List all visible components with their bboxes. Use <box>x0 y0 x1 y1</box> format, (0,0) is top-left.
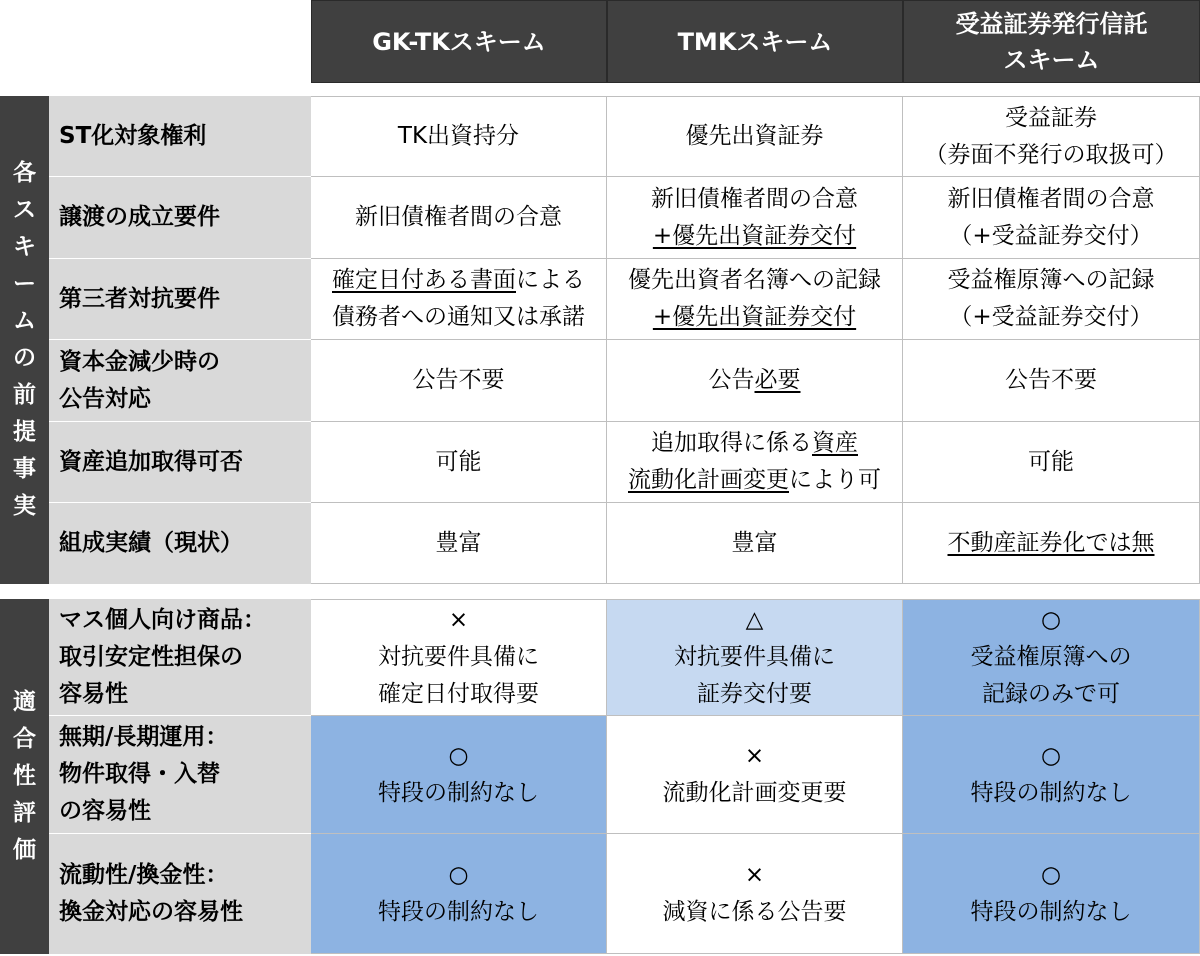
cell-additional-acquisition-trust <box>903 422 1200 503</box>
cell-text-underlined: +優先出資証券交付 <box>652 222 857 249</box>
row-label-text: 資産追加取得可否 <box>59 448 243 475</box>
header-gk-tk-text: GK-TKスキーム <box>372 27 546 56</box>
side-char: 価 <box>13 837 36 863</box>
rating-mark: ○ <box>448 742 469 769</box>
row-label-text: の容易性 <box>59 798 151 824</box>
rating-mark: ○ <box>448 861 469 888</box>
cell-text: 特段の制約なし <box>378 898 539 925</box>
rating-mark: × <box>744 742 765 769</box>
row-label-capital-reduction <box>49 340 311 422</box>
cell-text-underlined: 資産 <box>812 430 858 456</box>
cell-text: 受益権原簿への <box>970 644 1132 670</box>
cell-long-term-tmk <box>607 716 903 834</box>
cell-text: 優先出資証券 <box>685 123 824 149</box>
cell-perfection-gk <box>311 259 607 340</box>
section-suitability-title <box>0 599 49 954</box>
cell-text: 確定日付取得要 <box>378 681 539 707</box>
row-label-st-rights <box>49 96 311 177</box>
cell-text: 証券交付要 <box>697 681 812 707</box>
cell-text-underlined: 流動化計画変更 <box>628 467 789 493</box>
cell-text: により可 <box>789 467 881 493</box>
cell-text: 債務者への通知又は承諾 <box>332 304 585 330</box>
cell-text: 新旧債権者間の合意 <box>355 204 562 230</box>
cell-track-record-gk <box>311 503 607 584</box>
row-label-mass-retail <box>49 599 311 716</box>
row-label-liquidity <box>49 834 311 954</box>
header-trust-line2: スキーム <box>1003 45 1100 74</box>
cell-text: TK出資持分 <box>397 123 520 149</box>
row-label-text: 無期/長期運用： <box>59 724 229 750</box>
row-label-text: ST化対象権利 <box>59 122 207 149</box>
cell-text: 流動化計画変更要 <box>662 779 847 806</box>
row-label-text: 取引安定性担保の <box>59 643 243 670</box>
cell-long-term-gk <box>311 716 607 834</box>
rating-mark: ○ <box>1040 607 1062 633</box>
row-label-text: 容易性 <box>59 680 128 707</box>
row-label-text: 公告対応 <box>59 385 151 412</box>
header-gk-tk <box>311 0 607 83</box>
row-label-text: 流動性/換金性： <box>59 862 229 888</box>
cell-text-underlined: 確定日付ある書面 <box>332 267 516 293</box>
cell-text: 特段の制約なし <box>970 898 1132 925</box>
cell-text: 記録のみで可 <box>982 681 1120 707</box>
side-char: ス <box>13 197 36 223</box>
row-label-text: 組成実績（現状） <box>59 530 243 556</box>
cell-track-record-tmk <box>607 503 903 584</box>
side-char: ム <box>13 308 36 334</box>
cell-mass-retail-tmk <box>607 599 903 716</box>
side-char: キ <box>13 234 36 260</box>
cell-mass-retail-trust <box>903 599 1200 716</box>
cell-transfer-trust <box>903 177 1200 259</box>
side-char: 事 <box>13 456 36 482</box>
header-trust-line1: 受益証券発行信託 <box>955 9 1148 38</box>
side-char: 提 <box>13 419 36 445</box>
cell-text: 優先出資者名簿への記録 <box>628 267 881 293</box>
cell-long-term-trust <box>903 716 1200 834</box>
cell-line <box>628 462 881 499</box>
cell-perfection-tmk <box>607 259 903 340</box>
cell-text: （券面不発行の取扱可） <box>924 141 1178 168</box>
side-char: 評 <box>13 800 36 826</box>
cell-text: 追加取得に係る <box>651 430 812 456</box>
cell-text: 受益証券 <box>1005 104 1097 131</box>
rating-mark: × <box>744 861 765 888</box>
cell-additional-acquisition-gk <box>311 422 607 503</box>
cell-text: 減資に係る公告要 <box>662 898 847 925</box>
cell-text: 新旧債権者間の合意 <box>651 185 858 212</box>
section-premises-title <box>0 96 49 584</box>
cell-track-record-trust <box>903 503 1200 584</box>
cell-st-rights-tmk <box>607 96 903 177</box>
row-label-transfer <box>49 177 311 259</box>
cell-text: 公告 <box>708 367 755 393</box>
cell-mass-retail-gk <box>311 599 607 716</box>
cell-text-underlined: 必要 <box>754 367 801 393</box>
cell-liquidity-trust <box>903 834 1200 954</box>
cell-text: （+受益証券交付） <box>949 222 1153 249</box>
cell-text: 豊富 <box>435 529 482 556</box>
cell-transfer-gk <box>311 177 607 259</box>
cell-line <box>709 362 801 399</box>
cell-transfer-tmk <box>607 177 903 259</box>
row-label-text: 譲渡の成立要件 <box>59 204 220 230</box>
cell-st-rights-gk <box>311 96 607 177</box>
side-char: 合 <box>13 726 36 752</box>
row-label-additional-acquisition <box>49 422 311 503</box>
cell-line <box>651 425 858 462</box>
row-label-text: 第三者対抗要件 <box>59 285 220 312</box>
cell-liquidity-tmk <box>607 834 903 954</box>
cell-text-underlined: 不動産証券化では無 <box>947 529 1155 556</box>
row-label-text: 換金対応の容易性 <box>59 899 243 925</box>
cell-text: による <box>516 267 585 293</box>
side-char: 各 <box>13 160 36 186</box>
cell-capital-reduction-gk <box>311 340 607 422</box>
side-char: 前 <box>13 382 36 408</box>
side-char: 性 <box>13 763 36 789</box>
cell-st-rights-trust <box>903 96 1200 177</box>
row-label-text: 資本金減少時の <box>59 348 220 375</box>
cell-capital-reduction-trust <box>903 340 1200 422</box>
cell-text: 可能 <box>1028 448 1074 475</box>
side-char: ー <box>13 271 36 297</box>
cell-text: 可能 <box>435 448 482 475</box>
row-label-text: 物件取得・入替 <box>59 761 220 787</box>
cell-text-underlined: +優先出資証券交付 <box>652 304 857 330</box>
cell-text: 公告不要 <box>1005 367 1097 393</box>
header-tmk-text: TMKスキーム <box>677 27 833 56</box>
cell-text: 特段の制約なし <box>970 779 1132 806</box>
row-label-track-record <box>49 503 311 584</box>
row-label-long-term <box>49 716 311 834</box>
row-label-text: マス個人向け商品： <box>59 606 266 633</box>
cell-text: 新旧債権者間の合意 <box>947 185 1155 212</box>
side-char: 実 <box>13 493 36 519</box>
rating-mark: ○ <box>1040 861 1062 888</box>
rating-mark: × <box>448 607 469 633</box>
cell-line <box>332 262 585 299</box>
row-label-perfection <box>49 259 311 340</box>
header-tmk <box>607 0 903 83</box>
cell-additional-acquisition-tmk <box>607 422 903 503</box>
rating-mark: ○ <box>1040 742 1062 769</box>
header-trust <box>903 0 1200 83</box>
side-char: 適 <box>13 689 36 715</box>
cell-text: 豊富 <box>731 529 778 556</box>
cell-text: 対抗要件具備に <box>674 644 835 670</box>
cell-text: （+受益証券交付） <box>949 304 1153 330</box>
cell-text: 受益権原簿への記録 <box>947 267 1155 293</box>
cell-liquidity-gk <box>311 834 607 954</box>
cell-perfection-trust <box>903 259 1200 340</box>
cell-text: 特段の制約なし <box>378 779 539 806</box>
cell-text: 公告不要 <box>412 367 505 393</box>
cell-text: 対抗要件具備に <box>378 644 539 670</box>
side-char: の <box>13 345 36 371</box>
rating-mark: △ <box>745 607 764 633</box>
cell-capital-reduction-tmk <box>607 340 903 422</box>
